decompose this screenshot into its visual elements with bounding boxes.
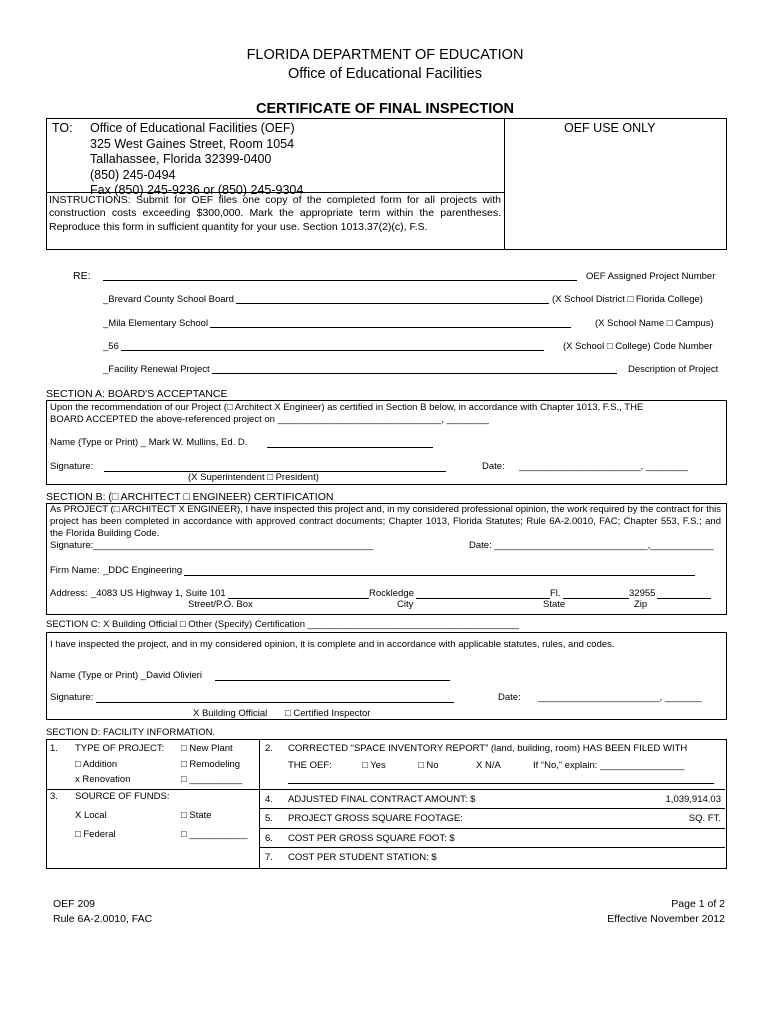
state-fund-option[interactable]: □ State [181, 810, 212, 821]
street-caption: Street/P.O. Box [188, 599, 253, 610]
section-a-signature-label: Signature: [50, 461, 94, 472]
section-a-text-1: Upon the recommendation of our Project (□ Architect X Engineer) as certified in Section B below, in accordance with Chapter 1013, F.S., THE [50, 402, 644, 413]
address-line: Fax (850) 245-9236 or (850) 245-9304 [90, 183, 304, 197]
district-value: _Brevard County School Board [103, 294, 234, 305]
row-line [259, 828, 725, 829]
zip-value: 32955 [629, 588, 656, 599]
state-value: Fl. [550, 588, 561, 599]
section-d-divider [259, 739, 260, 868]
section-d-heading: SECTION D: FACILITY INFORMATION. [46, 727, 216, 738]
form-number: OEF 209 [53, 898, 96, 910]
no-option[interactable]: □ No [418, 760, 439, 771]
oef-number-label: OEF Assigned Project Number [586, 271, 716, 282]
agency-title: FLORIDA DEPARTMENT OF EDUCATION [246, 47, 524, 63]
instructions-text: INSTRUCTIONS: Submit for OEF files one copy of the completed form for all projects with construction costs exceeding $300,000. Mark the appropriate term within the parentheses. Reproduce this form in sufficient quantity for your use. Section 1013.37(2)(c), F.S. [49, 194, 501, 233]
type-of-project-label: TYPE OF PROJECT: [75, 743, 165, 754]
cost-per-station-label: COST PER STUDENT STATION: $ [288, 852, 437, 863]
item-number: 1. [50, 743, 58, 754]
yes-option[interactable]: □ Yes [362, 760, 386, 771]
city-caption: City [397, 599, 414, 610]
firm-name-label: Firm Name: [50, 565, 100, 576]
section-b-heading: SECTION B: (□ ARCHITECT □ ENGINEER) CERTIFICATION [46, 491, 334, 503]
gross-sf-unit: SQ. FT. [688, 813, 721, 824]
certified-inspector-option[interactable]: □ Certified Inspector [285, 708, 371, 719]
to-box-divider [504, 118, 505, 249]
oef-address [90, 121, 303, 199]
district-label: (X School District □ Florida College) [552, 294, 703, 305]
re-label: RE: [73, 270, 91, 282]
renovation-option[interactable]: x Renovation [75, 774, 131, 785]
project-label: Description of Project [628, 364, 719, 375]
rule-reference: Rule 6A-2.0010, FAC [53, 913, 153, 925]
section-a-role: (X Superintendent □ President) [188, 472, 319, 483]
row-line [46, 789, 725, 790]
item-number: 5. [265, 813, 273, 824]
address-line: Office of Educational Facilities (OEF) [90, 121, 295, 135]
section-a-heading: SECTION A: BOARD'S ACCEPTANCE [46, 388, 228, 400]
section-c-date-field[interactable]: _______________________, _______ [538, 692, 702, 703]
new-plant-option[interactable]: □ New Plant [181, 743, 233, 754]
code-value: _56 [103, 341, 119, 352]
section-b-signature[interactable]: Signature:_____________________________________________________ [50, 540, 374, 551]
section-c-signature-field[interactable] [96, 702, 454, 703]
board-name-field[interactable] [267, 447, 433, 448]
address-line: (850) 245-0494 [90, 167, 176, 182]
code-label: (X School □ College) Code Number [563, 341, 713, 352]
other-project-option[interactable]: □ __________ [181, 774, 243, 785]
school-label: (X School Name □ Campus) [595, 318, 714, 329]
source-of-funds-label: SOURCE OF FUNDS: [75, 791, 170, 802]
other-fund-option[interactable]: □ ___________ [181, 829, 248, 840]
row-line [259, 847, 725, 848]
local-fund-option[interactable]: X Local [75, 810, 107, 821]
firm-name-field[interactable] [103, 575, 695, 576]
office-subtitle: Office of Educational Facilities [288, 66, 482, 82]
adjusted-amount-label: ADJUSTED FINAL CONTRACT AMOUNT: $ [288, 794, 476, 805]
board-name: Name (Type or Print) _ Mark W. Mullins, Ed. D. [50, 437, 248, 448]
effective-date: Effective November 2012 [607, 913, 725, 925]
item-number: 7. [265, 852, 273, 863]
address-line: Tallahassee, Florida 32399-0400 [90, 152, 272, 166]
address-line: 325 West Gaines Street, Room 1054 [90, 136, 295, 151]
item-number: 3. [50, 791, 58, 802]
explain-field[interactable]: If “No,” explain: ________________ [533, 760, 685, 771]
oef-number-field[interactable] [103, 280, 577, 281]
street-value: _4083 US Highway 1, Suite 101 [91, 588, 226, 599]
section-a-text-2: BOARD ACCEPTED the above-referenced project on _______________________________, ________ [50, 414, 489, 425]
zip-caption: Zip [634, 599, 648, 610]
building-official-option[interactable]: X Building Official [193, 708, 268, 719]
city-value: Rockledge [369, 588, 414, 599]
adjusted-amount-value: 1,039,914.03 [665, 794, 721, 805]
cost-per-gsf-label: COST PER GROSS SQUARE FOOT: $ [288, 833, 455, 844]
remodeling-option[interactable]: □ Remodeling [181, 759, 241, 770]
page-number: Page 1 of 2 [671, 898, 725, 910]
firm-name-value: _DDC Engineering [103, 565, 183, 576]
federal-fund-option[interactable]: □ Federal [75, 829, 116, 840]
section-b-date[interactable]: Date: _____________________________,____________ [469, 540, 714, 551]
section-a-date-field[interactable]: _______________________, ________ [519, 461, 689, 472]
section-c-text: I have inspected the project, and in my considered opinion, it is complete and in accordance with applicable statutes, rules, and codes. [50, 639, 615, 650]
item-number: 2. [265, 743, 273, 754]
school-value: _Mila Elementary School [103, 318, 209, 329]
row-line [259, 808, 725, 809]
code-field[interactable] [103, 350, 544, 351]
to-label: TO: [52, 121, 73, 135]
project-value: _Facility Renewal Project [103, 364, 210, 375]
explain-line[interactable] [288, 783, 714, 784]
addition-option[interactable]: □ Addition [75, 759, 118, 770]
item-number: 6. [265, 833, 273, 844]
section-b-text: As PROJECT (□ ARCHITECT X ENGINEER), I have inspected this project and, in my considered professional opinion, the work required by the contract for this project has been completed in accordance with approved contract documents; Chapter 1013, Florida Statutes; Rule 6A-2.0010, FAC; Chapter 553, F.S.; and the Florida Building Code. [50, 504, 721, 539]
state-caption: State [543, 599, 566, 610]
gross-sf-label: PROJECT GROSS SQUARE FOOTAGE: [288, 813, 463, 824]
inspector-name: Name (Type or Print) _David Olivieri [50, 670, 203, 681]
section-c-date-label: Date: [498, 692, 521, 703]
section-a-date-label: Date: [482, 461, 505, 472]
form-title: CERTIFICATE OF FINAL INSPECTION [255, 101, 515, 117]
inspector-name-field[interactable] [215, 680, 450, 681]
space-inventory-label: CORRECTED “SPACE INVENTORY REPORT” (land, building, room) HAS BEEN FILED WITH [288, 743, 688, 754]
address-label: Address: [50, 588, 88, 599]
oef-use-only: OEF USE ONLY [564, 121, 656, 135]
section-c-heading: SECTION C: X Building Official □ Other (Specify) Certification ________________________________________ [46, 619, 519, 630]
na-option[interactable]: X N/A [476, 760, 501, 771]
item-number: 4. [265, 794, 273, 805]
oef-filed-label: THE OEF: [288, 760, 332, 771]
section-c-signature-label: Signature: [50, 692, 94, 703]
